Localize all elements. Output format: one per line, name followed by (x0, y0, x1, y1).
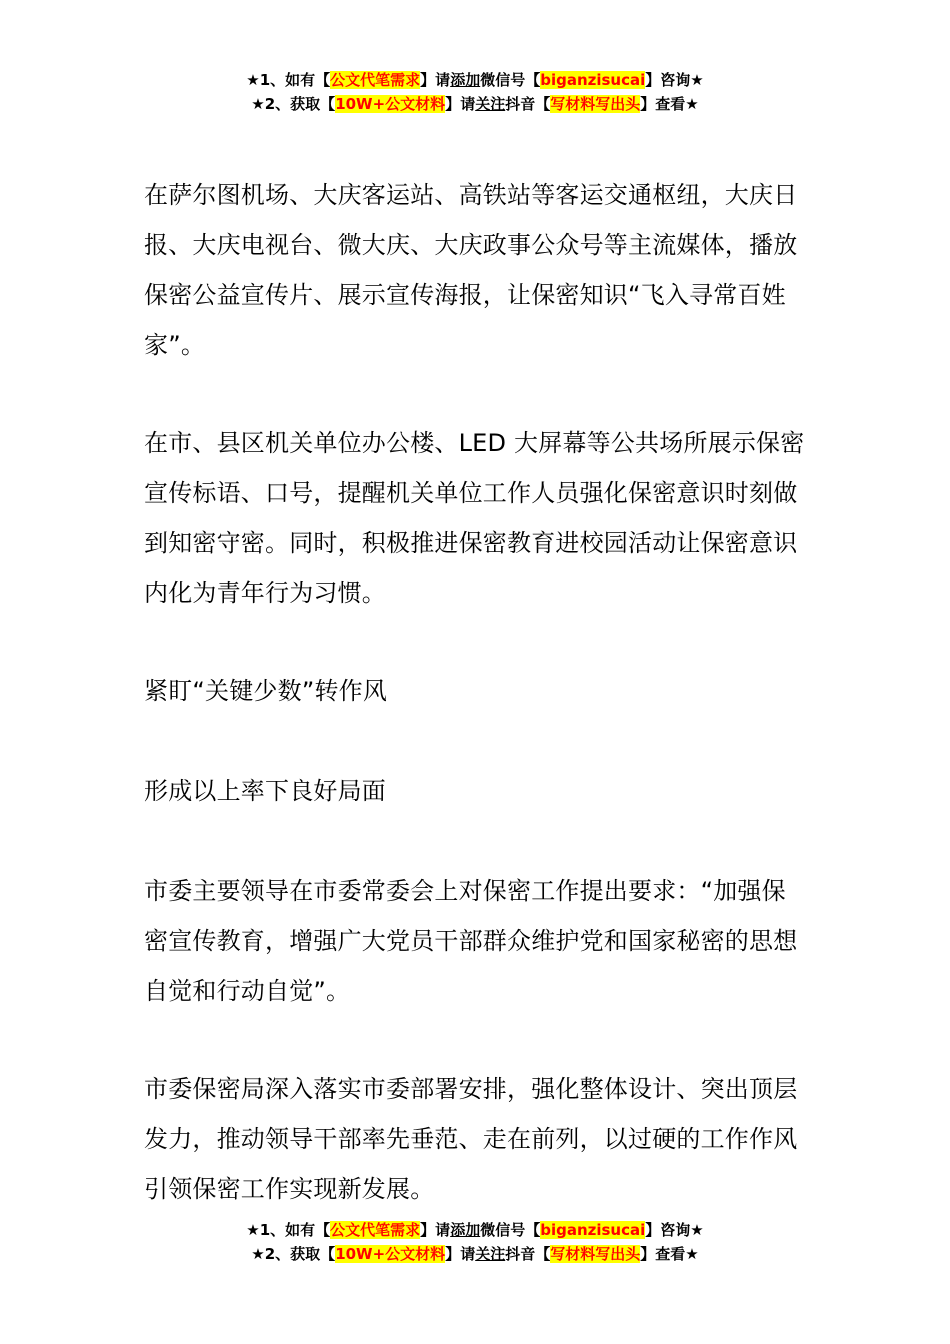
header-line-1-mid-1: 】请 (420, 71, 451, 89)
header-line-1-underline: 添加 (450, 71, 481, 89)
header-line-2-prefix: ★2、获取【 (251, 95, 336, 113)
footer-line-1 (0, 1218, 950, 1242)
footer-line-2-prefix: ★2、获取【 (251, 1245, 336, 1263)
section-heading-1: 紧盯“关键少数”转作风 (144, 677, 388, 705)
paragraph-1: 在萨尔图机场、大庆客运站、高铁站等客运交通枢纽，大庆日报、大庆电视台、微大庆、大庆政事公众号等主流媒体，播放保密公益宣传片、展示宣传海报，让保密知识“飞入寻常百姓家”。 (144, 181, 798, 359)
header-line-2-highlight-1: 10W+公文材料 (335, 95, 446, 113)
header-banner (0, 68, 950, 116)
header-line-2-suffix: 】查看★ (640, 95, 699, 113)
paragraph-2: 在市、县区机关单位办公楼、LED 大屏幕等公共场所展示保密宣传标语、口号，提醒机关单位工作人员强化保密意识时刻做到知密守密。同时，积极推进保密教育进校园活动让保密意识内化为青年行为习惯。 (144, 429, 805, 607)
footer-line-1-prefix: ★1、如有【 (246, 1221, 331, 1239)
section-heading-2: 形成以上率下良好局面 (144, 777, 386, 805)
paragraph-3: 市委主要领导在市委常委会上对保密工作提出要求：“加强保密宣传教育，增强广大党员干部群众维护党和国家秘密的思想自觉和行动自觉”。 (144, 877, 798, 1005)
header-line-2-highlight-2: 写材料写出头 (550, 95, 641, 113)
footer-line-1-mid-1: 】请 (420, 1221, 451, 1239)
header-line-1-suffix: 】咨询★ (645, 71, 704, 89)
header-line-1-highlight-1: 公文代笔需求 (330, 71, 421, 89)
header-line-1 (0, 68, 950, 92)
header-line-1-prefix: ★1、如有【 (246, 71, 331, 89)
header-line-2-underline: 关注 (475, 95, 506, 113)
footer-line-2-highlight-2: 写材料写出头 (550, 1245, 641, 1263)
footer-line-1-suffix: 】咨询★ (645, 1221, 704, 1239)
header-line-1-highlight-2: biganzisucai (540, 71, 646, 89)
header-line-2 (0, 92, 950, 116)
header-line-2-mid-1: 】请 (445, 95, 476, 113)
footer-line-2 (0, 1242, 950, 1266)
footer-line-2-underline: 关注 (475, 1245, 506, 1263)
footer-line-1-highlight-1: 公文代笔需求 (330, 1221, 421, 1239)
footer-banner (0, 1218, 950, 1266)
header-line-2-mid-2: 抖音【 (505, 95, 551, 113)
footer-line-2-highlight-1: 10W+公文材料 (335, 1245, 446, 1263)
header-line-1-mid-2: 微信号【 (480, 71, 541, 89)
footer-line-1-underline: 添加 (450, 1221, 481, 1239)
footer-line-2-mid-1: 】请 (445, 1245, 476, 1263)
paragraph-4: 市委保密局深入落实市委部署安排，强化整体设计、突出顶层发力，推动领导干部率先垂范、走在前列，以过硬的工作作风引领保密工作实现新发展。 (144, 1075, 798, 1203)
footer-line-2-suffix: 】查看★ (640, 1245, 699, 1263)
footer-line-1-mid-2: 微信号【 (480, 1221, 541, 1239)
footer-line-1-highlight-2: biganzisucai (540, 1221, 646, 1239)
footer-line-2-mid-2: 抖音【 (505, 1245, 551, 1263)
